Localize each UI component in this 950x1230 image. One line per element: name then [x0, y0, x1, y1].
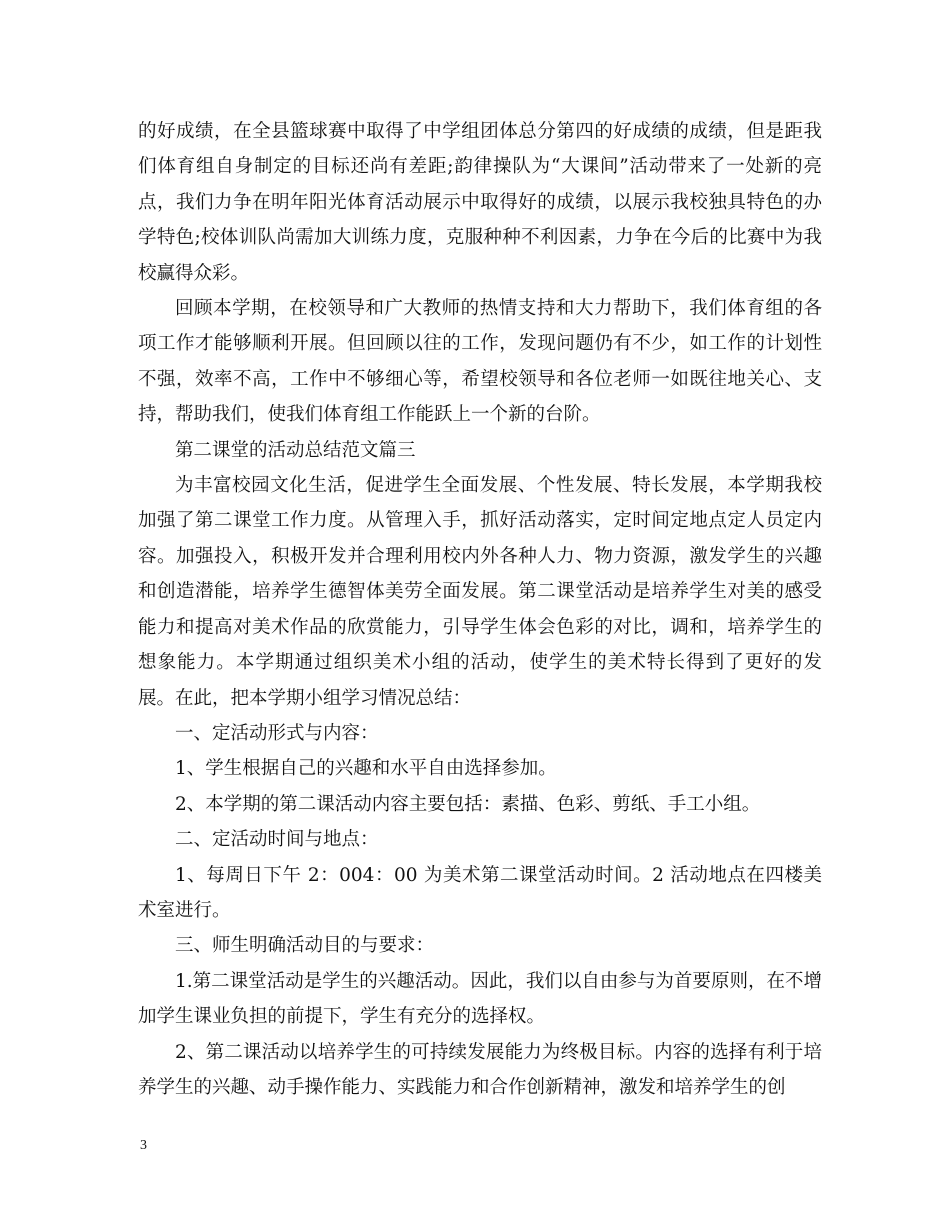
list-heading-3: 三、师生明确活动目的与要求： [175, 935, 435, 957]
list-item: 1、学生根据自己的兴趣和水平自由选择参加。 [175, 758, 557, 780]
page-number: 3 [140, 1138, 147, 1153]
document-body [138, 114, 822, 1105]
section-heading: 第二课堂的活动总结范文篇三 [175, 439, 416, 461]
list-item: 2、本学期的第二课活动内容主要包括：素描、色彩、剪纸、手工小组。 [175, 793, 761, 815]
list-item: 1.第二课堂活动是学生的兴趣活动。因此，我们以自由参与为首要原则，在不增加学生课业负担的前提下，学生有充分的选择权。 [138, 970, 822, 1028]
paragraph-continuation: 的好成绩，在全县篮球赛中取得了中学组团体总分第四的好成绩的成绩，但是距我们体育组自身制定的目标还尚有差距;韵律操队为“大课间”活动带来了一处新的亮点，我们力争在明年阳光体育活动展示中取得好的成绩，以展示我校独具特色的办学特色;校体训队尚需加大训练力度，克服种种不利因素，力争在今后的比赛中为我校赢得众彩。 [138, 121, 822, 284]
list-item: 1、每周日下午 2：004：00 为美术第二课堂活动时间。2 活动地点在四楼美术室进行。 [138, 864, 822, 921]
paragraph-intro: 为丰富校园文化生活，促进学生全面发展、个性发展、特长发展，本学期我校加强了第二课堂工作力度。从管理入手，抓好活动落实，定时间定地点定人员定内容。加强投入，积极开发并合理利用校内外各种人力、物力资源，激发学生的兴趣和创造潜能，培养学生德智体美劳全面发展。第二课堂活动是培养学生对美的感受能力和提高对美术作品的欣赏能力，引导学生体会色彩的对比，调和，培养学生的想象能力。本学期通过组织美术小组的活动，使学生的美术特长得到了更好的发展。在此，把本学期小组学习情况总结： [138, 475, 822, 709]
list-heading-2: 二、定活动时间与地点： [175, 829, 379, 851]
list-item: 2、第二课活动以培养学生的可持续发展能力为终极目标。内容的选择有利于培养学生的兴趣、动手操作能力、实践能力和合作创新精神，激发和培养学生的创 [138, 1041, 822, 1098]
list-heading-1: 一、定活动形式与内容： [175, 722, 379, 744]
paragraph-review: 回顾本学期，在校领导和广大教师的热情支持和大力帮助下，我们体育组的各项工作才能够顺利开展。但回顾以往的工作，发现问题仍有不少，如工作的计划性不强，效率不高，工作中不够细心等，希望校领导和各位老师一如既往地关心、支持，帮助我们，使我们体育组工作能跃上一个新的台阶。 [138, 298, 822, 426]
